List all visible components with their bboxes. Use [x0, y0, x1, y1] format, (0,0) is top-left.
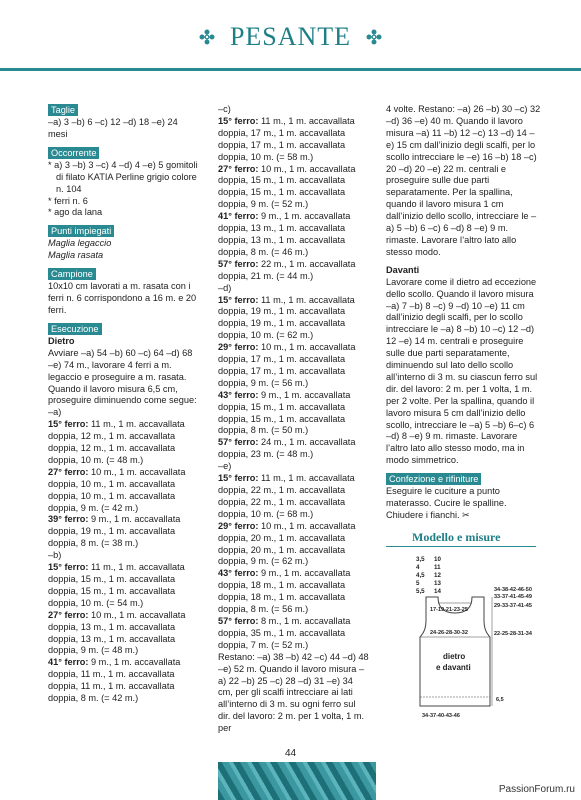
taglie-text: –a) 3 –b) 6 –c) 12 –d) 18 –e) 24 mesi: [48, 117, 178, 139]
schematic-diagram: [386, 551, 541, 721]
flower-ornament-icon: [366, 29, 382, 45]
row-instruction: 39° ferro: 9 m., 1 m. accavallata doppia, 19 m., 1 m. accavallata doppia, 8 m. (= 38 m.): [48, 514, 181, 549]
section-taglie: Taglie: [48, 104, 78, 116]
measure-left: 10: [434, 555, 441, 563]
campione-text: 10x10 cm lavorati a m. rasata con i ferri n. 6 corrispondono a 16 m. e 20 ferri.: [48, 281, 197, 315]
row-instruction: 29° ferro: 10 m., 1 m. accavallata doppia, 17 m., 1 m. accavallata doppia, 17 m., 1 m. accavallata doppia, 9 m. (= 56 m.): [218, 342, 356, 388]
measure-left: 5: [416, 579, 420, 587]
column-1: [48, 104, 198, 705]
row-instruction: 15° ferro: 11 m., 1 m. accavallata doppia, 19 m., 1 m. accavallata doppia, 19 m., 1 m. accavallata doppia, 10 m. (= 62 m.): [218, 294, 355, 341]
hem-measure: 6,5: [496, 696, 504, 703]
piece-label: e davanti: [436, 662, 471, 672]
row-instruction: 43° ferro: 9 m., 1 m. accavallata doppia, 18 m., 1 m. accavallata doppia, 18 m., 1 m. accavallata doppia, 8 m. (= 56 m.): [218, 568, 351, 615]
measure-left: 14: [434, 587, 441, 595]
page-header: [0, 22, 581, 68]
measure-right: 34-38-42-46-50: [494, 586, 532, 593]
size-label: –b): [48, 550, 62, 561]
measure-left: 12: [434, 571, 441, 579]
measure-left: 4,5: [416, 571, 425, 579]
watermark: PassionForum.ru: [498, 784, 575, 795]
page-title: PESANTE: [229, 22, 352, 51]
measure-left: 5,5: [416, 587, 425, 595]
occorrente-item: * ago da lana: [48, 207, 103, 218]
column-3: [386, 104, 541, 721]
measure-left: 13: [434, 579, 441, 587]
row-instruction: 43° ferro: 9 m., 1 m. accavallata doppia, 15 m., 1 m. accavallata doppia, 15 m., 1 m. accavallata doppia, 8 m. (= 50 m.): [218, 389, 351, 436]
row-instruction: 27° ferro: 10 m., 1 m. accavallata doppia, 13 m., 1 m. accavallata doppia, 13 m., 1 m. accavallata doppia, 9 m. (= 48 m.): [48, 609, 186, 656]
confezione-text: Eseguire le cuciture a punto materasso. Cucire le spalline. Chiudere i fianchi. ✂: [386, 486, 507, 520]
dietro-heading: Dietro: [48, 335, 75, 346]
measure-left: 4: [416, 563, 420, 571]
section-occorrente: Occorrente: [48, 147, 99, 159]
dietro-text: Avviare –a) 54 –b) 60 –c) 64 –d) 68 –e) 74 m., lavorare 4 ferri a m. legaccio e proseguire a m. rasata. Quando il lavoro misura 6,5 cm, proseguire diminuendo come segue:: [48, 347, 197, 406]
punti-item: Maglia legaccio: [48, 238, 112, 249]
neck-measure: 17-19-21-23-25: [430, 606, 468, 613]
row-instruction: 15° ferro: 11 m., 1 m. accavallata doppia, 22 m., 1 m. accavallata doppia, 22 m., 1 m. accavallata doppia, 10 m. (= 68 m.): [218, 473, 355, 519]
row-instruction: 41° ferro: 9 m., 1 m. accavallata doppia, 13 m., 1 m. accavallata doppia, 13 m., 1 m. accavallata doppia, 8 m. (= 46 m.): [218, 211, 351, 257]
row-instruction: 27° ferro: 10 m., 1 m. accavallata doppia, 10 m., 1 m. accavallata doppia, 10 m., 1 m. accavallata doppia, 9 m. (= 42 m.): [48, 466, 186, 513]
section-punti: Punti impiegati: [48, 225, 114, 237]
restano-text: Restano: –a) 38 –b) 42 –c) 44 –d) 48 –e) 52 m. Quando il lavoro misura –a) 22 –b) 25 –c) 28 –d) 31 –e) 34 cm, per gli scalfi intrecciare ai lati all’interno di 3 m. su ogni ferro sul dir. del lavoro: 2 m. per 1 volta, 1 m. per: [218, 651, 369, 734]
size-label: –c): [218, 104, 231, 114]
measure-right: 22-25-28-31-34: [494, 630, 532, 637]
scissors-icon: ✂: [462, 510, 470, 520]
column-2: [218, 104, 370, 735]
row-instruction: 57° ferro: 22 m., 1 m. accavallata doppia, 21 m. (= 44 m.): [218, 258, 356, 281]
size-label: –e): [218, 461, 232, 472]
row-instruction: 15° ferro: 11 m., 1 m. accavallata doppia, 12 m., 1 m. accavallata doppia, 12 m., 1 m. accavallata doppia, 10 m. (= 48 m.): [48, 419, 185, 465]
header-rule: [0, 68, 581, 71]
size-label: –d): [218, 282, 232, 293]
bottom-measure: 34-37-40-43-46: [422, 712, 460, 719]
figure-title: Modello e misure: [412, 529, 501, 544]
section-campione: Campione: [48, 268, 96, 280]
figure-rule: [386, 546, 536, 547]
davanti-heading: Davanti: [386, 264, 420, 275]
row-instruction: 41° ferro: 9 m., 1 m. accavallata doppia, 11 m., 1 m. accavallata doppia, 11 m., 1 m. accavallata doppia, 8 m. (= 42 m.): [48, 657, 181, 704]
davanti-text: Lavorare come il dietro ad eccezione dello scollo. Quando il lavoro misura –a) 7 –b) 8 –c) 9 –d) 10 –e) 11 cm dall’inizio degli scalfi, per lo scollo intrecciare le –a) 8 –b) 10 –c) 12 –d) 12 –e) 14 m. centrali e proseguire sulle due parti separatamente, diminuendo sul lato dello scollo all’interno di 3 m. su ciascun ferro sul dir. del lavoro: 2 m. per 1 volta, 1 m. per 2 volte. Per la spallina, quando il lavoro misura 5 cm dall’inizio dello scollo, intrecciare le –a) 5 –b) 6–c) 6 –d) 8 –e) 9 m. rimaste. Lavorare l’altro lato allo stesso modo, ma in modo simmetrico.: [386, 276, 538, 466]
row-instruction: 15° ferro: 11 m., 1 m. accavallata doppia, 15 m., 1 m. accavallata doppia, 15 m., 1 m. accavallata doppia, 10 m. (= 54 m.): [48, 562, 185, 608]
size-label: –a): [48, 407, 62, 418]
chest-measure: 24-26-28-30-32: [430, 629, 468, 636]
occorrente-item: * ferri n. 6: [48, 195, 88, 206]
piece-label: dietro: [443, 651, 466, 661]
measure-right: 29-33-37-41-45: [494, 602, 532, 609]
flower-ornament-icon: [199, 29, 215, 45]
row-instruction: 57° ferro: 24 m., 1 m. accavallata doppia, 23 m. (= 48 m.): [218, 437, 356, 460]
measure-left: 3,5: [416, 555, 425, 563]
row-instruction: 27° ferro: 10 m., 1 m. accavallata doppia, 15 m., 1 m. accavallata doppia, 15 m., 1 m. accavallata doppia, 9 m. (= 52 m.): [218, 163, 356, 210]
row-instruction: 57° ferro: 8 m., 1 m. accavallata doppia, 35 m., 1 m. accavallata doppia, 7 m. (= 52 m.): [218, 615, 351, 650]
section-confezione: Confezione e rifiniture: [386, 473, 481, 485]
punti-item: Maglia rasata: [48, 250, 104, 261]
page-number: 44: [284, 748, 297, 759]
section-esecuzione: Esecuzione: [48, 323, 102, 335]
measure-left: 11: [434, 563, 441, 571]
knit-texture-strip: [218, 762, 376, 800]
row-instruction: 15° ferro: 11 m., 1 m. accavallata doppia, 17 m., 1 m. accavallata doppia, 17 m., 1 m. accavallata doppia, 10 m. (= 58 m.): [218, 115, 355, 162]
occorrente-item: * a) 3 –b) 3 –c) 4 –d) 4 –e) 5 gomitoli di filato KATIA Perline grigio colore n. 104: [48, 159, 198, 194]
continuation-text: 4 volte. Restano: –a) 26 –b) 30 –c) 32 –d) 36 –e) 40 m. Quando il lavoro misura –a) 11 –b) 12 –c) 13 –d) 14 –e) 15 cm dall’inizio degli scalfi, per lo scollo intrecciare le –e) 16 –b) 18 –c) 20 –d) 20 –e) 22 m. centrali e proseguire sulle due parti separatamente. Per la spallina, quando il lavoro misura 1 cm dall’inizio dello scollo, intrecciare le –a) 5 –b) 6 –c) 6 –d) 8 –e) 9 m. rimaste. Lavorare l’altro lato allo stesso modo.: [386, 104, 541, 257]
row-instruction: 29° ferro: 10 m., 1 m. accavallata doppia, 20 m., 1 m. accavallata doppia, 20 m., 1 m. accavallata doppia, 9 m. (= 62 m.): [218, 520, 356, 567]
measure-right: 33-37-41-45-49: [494, 593, 532, 600]
